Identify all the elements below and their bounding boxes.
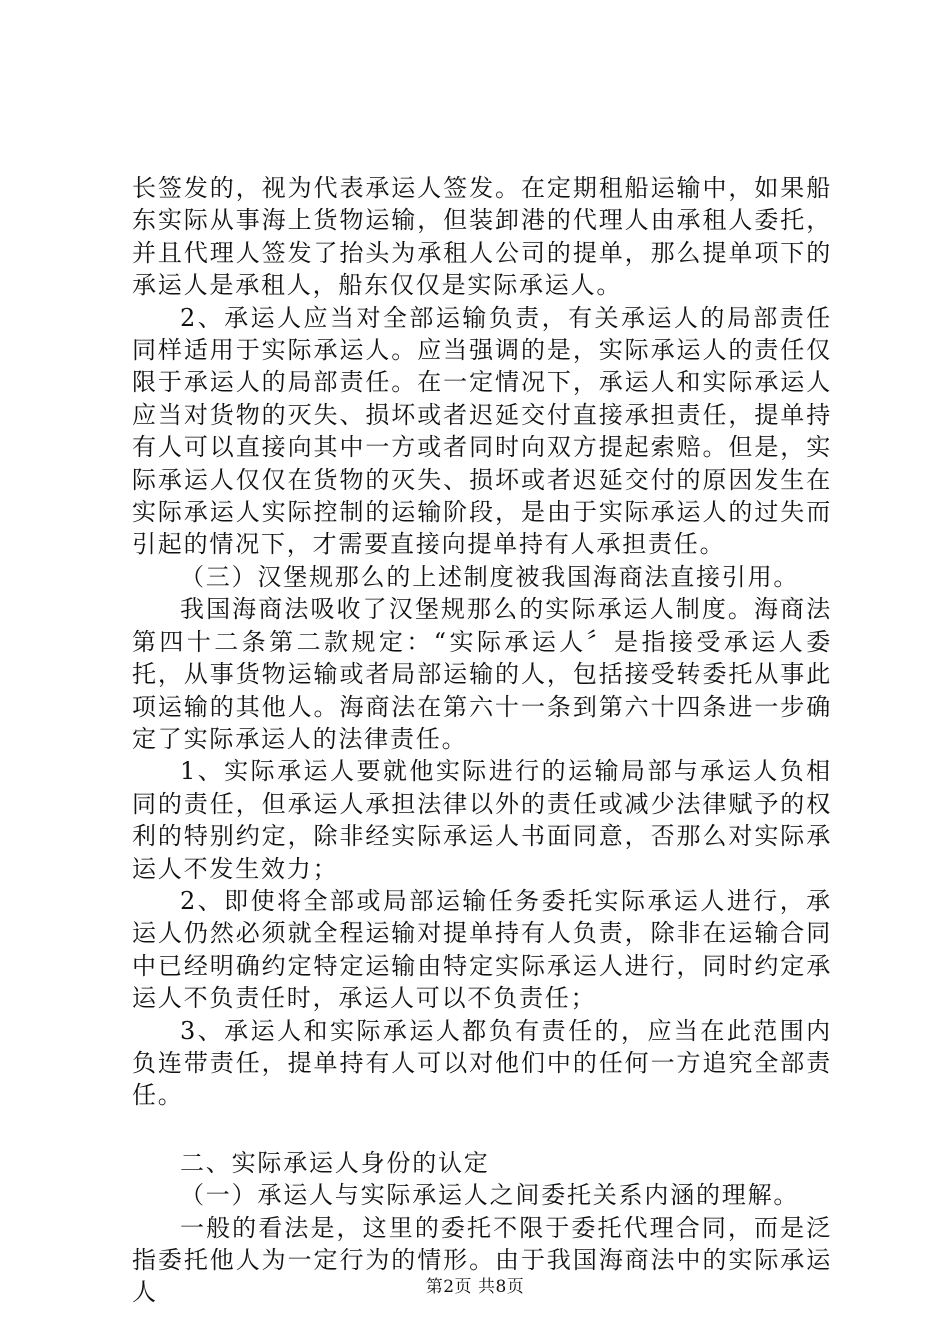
section-heading: 二、实际承运人身份的认定	[180, 1148, 490, 1177]
paragraph-7: 3、承运人和实际承运人都负有责任的，应当在此范围内负连带责任，提单持有人可以对他们中的任何一方追究全部责任。	[132, 1016, 832, 1110]
section-spacer	[132, 1112, 832, 1147]
paragraph-3: （三）汉堡规那么的上述制度被我国海商法直接引用。	[180, 562, 800, 591]
paragraph-10: 一般的看法是，这里的委托不限于委托代理合同，而是泛指委托他人为一定行为的情形。由于我国海商法中的实际承运人	[132, 1213, 832, 1307]
paragraph-6: 2、即使将全部或局部运输任务委托实际承运人进行，承运人仍然必须就全程运输对提单持有人负责，除非在运输合同中已经明确约定特定运输由特定实际承运人进行，同时约定承运人不负责任时，承运人可以不负责任；	[132, 886, 832, 1013]
paragraph-1: 长签发的，视为代表承运人签发。在定期租船运输中，如果船东实际从事海上货物运输，但装卸港的代理人由承租人委托，并且代理人签发了抬头为承租人公司的提单，那么提单项下的承运人是承租人，船东仅仅是实际承运人。	[132, 174, 832, 300]
page-number-footer: 第2页 共8页	[425, 1277, 525, 1297]
paragraph-2: 2、承运人应当对全部运输负责，有关承运人的局部责任同样适用于实际承运人。应当强调的是，实际承运人的责任仅限于承运人的局部责任。在一定情况下，承运人和实际承运人应当对货物的灭失、损坏或者迟延交付直接承担责任，提单持有人可以直接向其中一方或者同时向双方提起索赔。但是，实际承运人仅仅在货物的灭失、损坏或者迟延交付的原因发生在实际承运人实际控制的运输阶段，是由于实际承运人的过失而引起的情况下，才需要直接向提单持有人承担责任。	[132, 303, 832, 559]
document-body	[132, 172, 832, 1309]
paragraph-5: 1、实际承运人要就他实际进行的运输局部与承运人负相同的责任，但承运人承担法律以外的责任或减少法律赋予的权利的特别约定，除非经实际承运人书面同意，否那么对实际承运人不发生效力；	[132, 757, 832, 883]
paragraph-4: 我国海商法吸收了汉堡规那么的实际承运人制度。海商法第四十二条第二款规定：“实际承运人〞是指接受承运人委托，从事货物运输或者局部运输的人，包括接受转委托从事此项运输的其他人。海商法在第六十一条到第六十四条进一步确定了实际承运人的法律责任。	[132, 595, 832, 753]
subsection-heading: （一）承运人与实际承运人之间委托关系内涵的理解。	[180, 1181, 800, 1210]
